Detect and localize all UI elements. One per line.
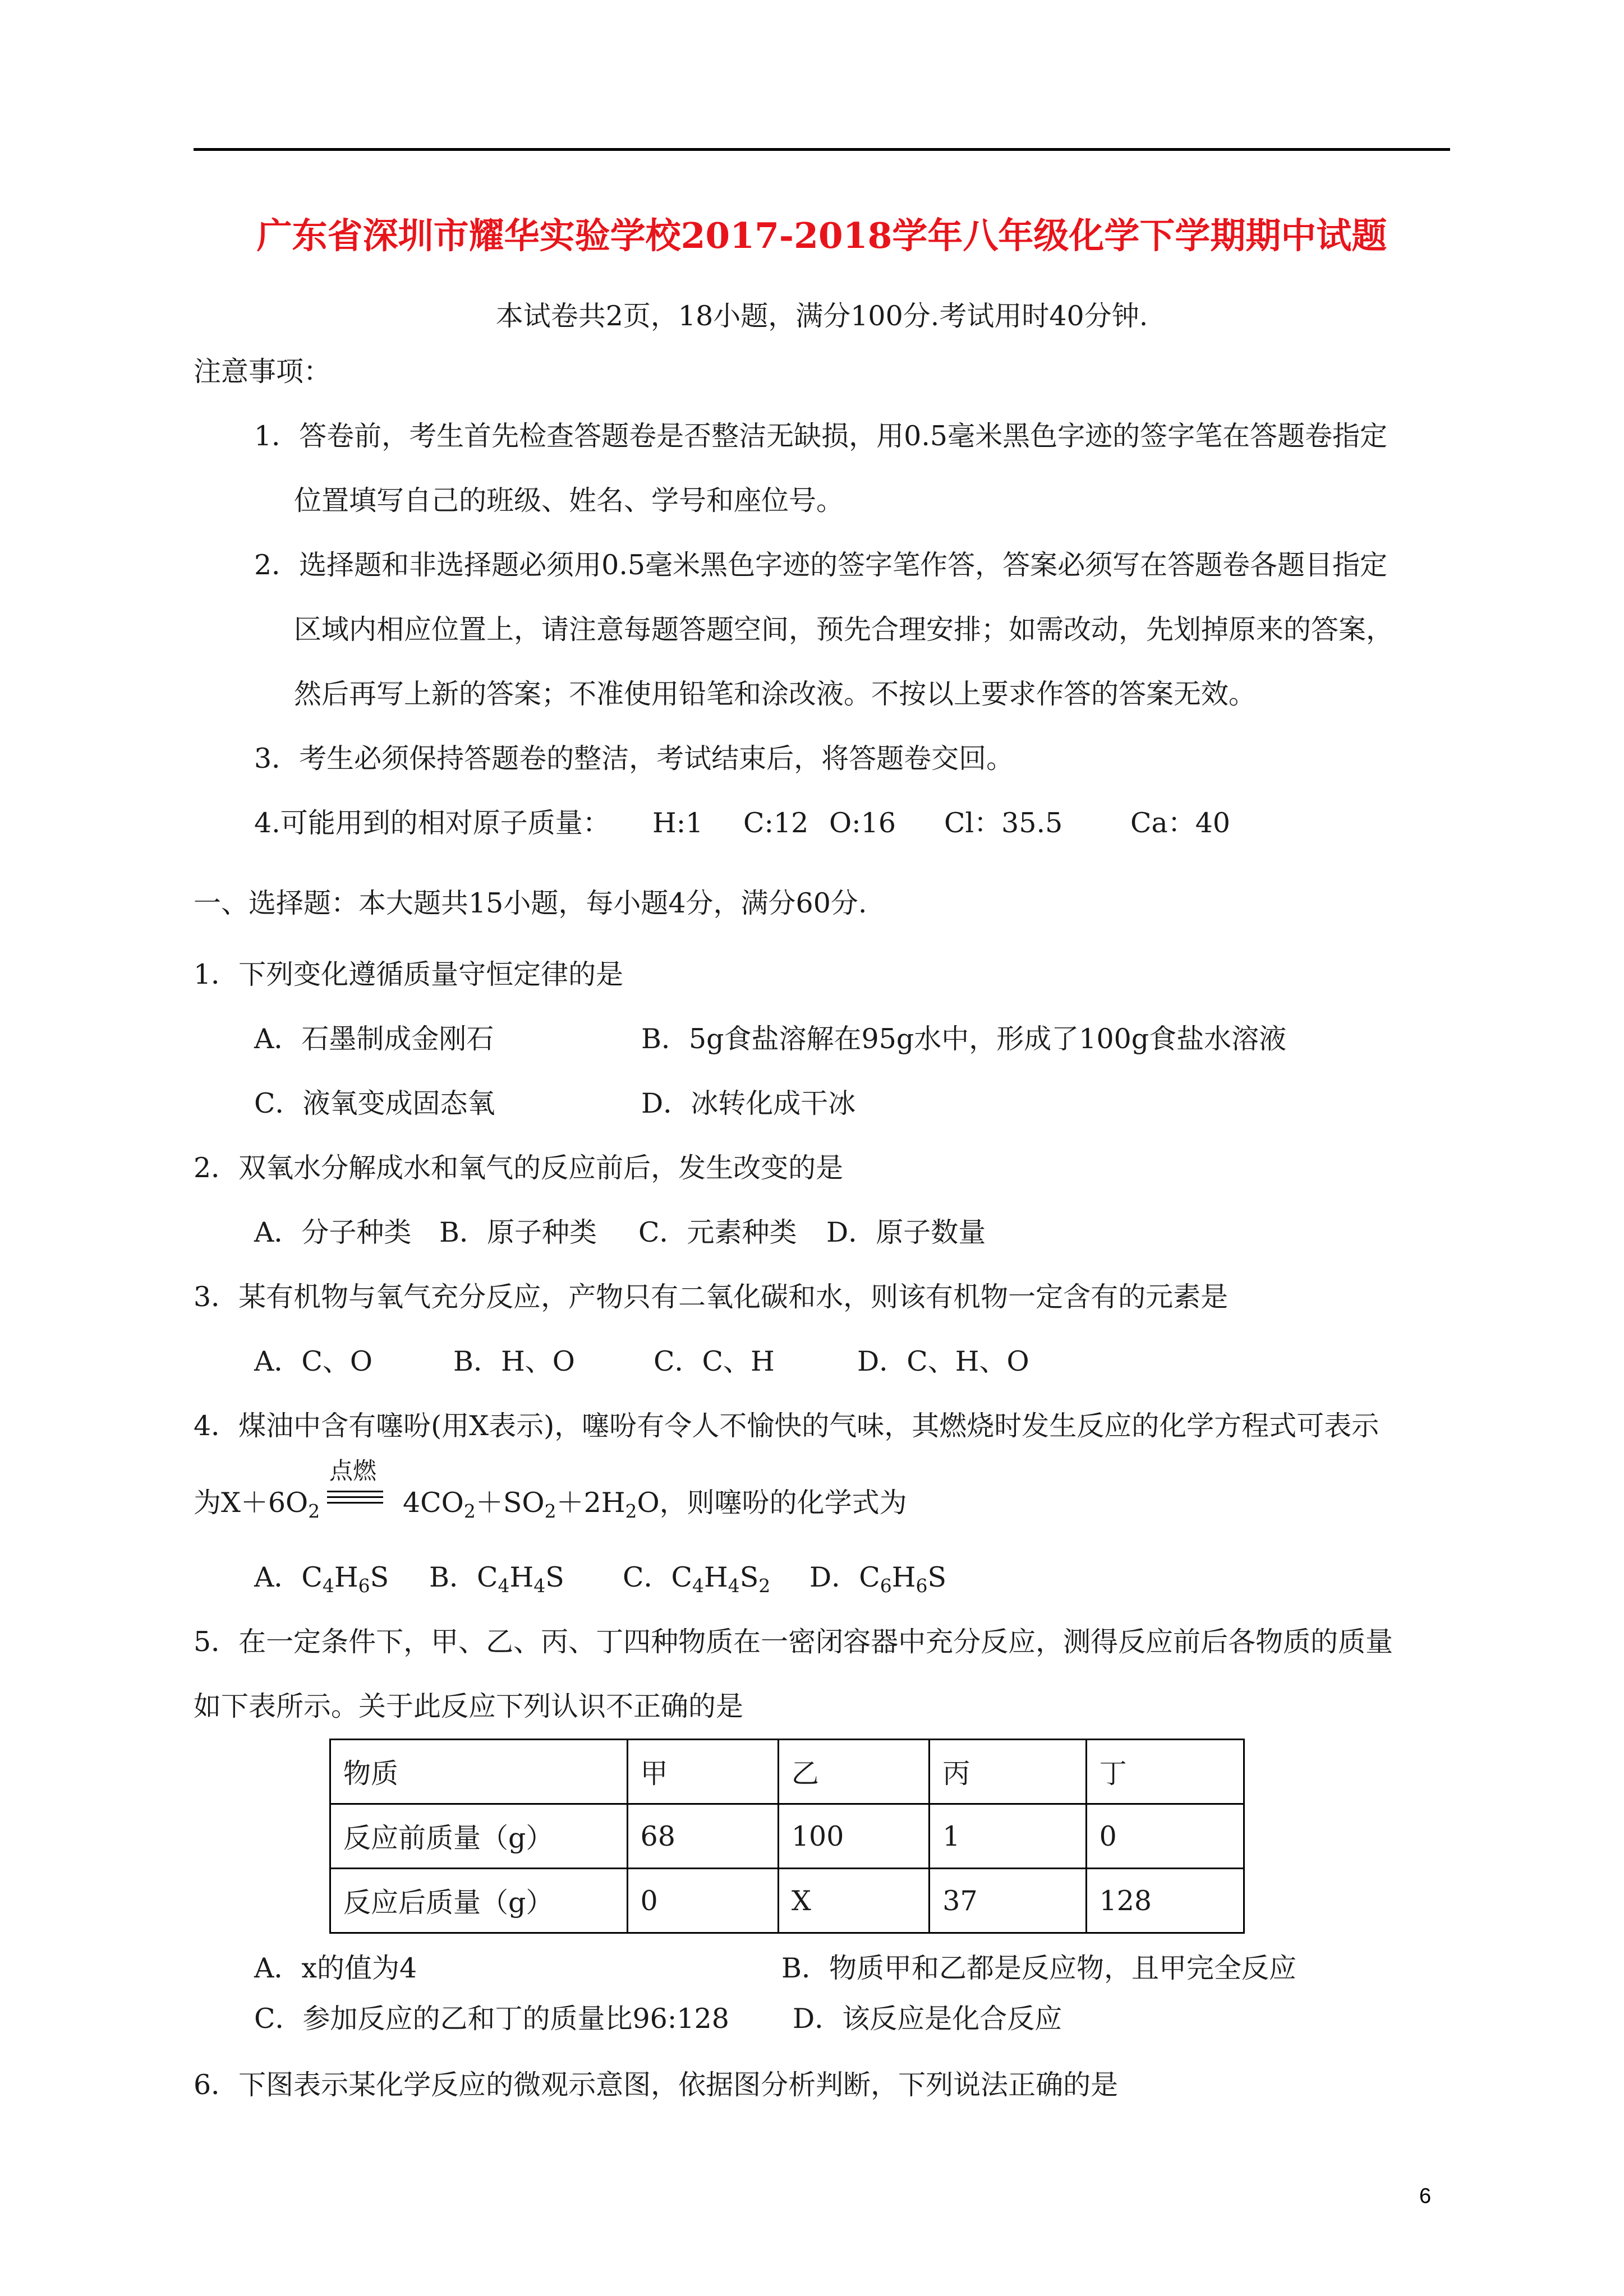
equation-bar [327, 1496, 383, 1498]
option-a: A．C、O [254, 1345, 373, 1377]
atomic-mass-h: H:1 [652, 807, 703, 839]
option-c: C．元素种类 [638, 1216, 797, 1248]
reaction-condition: 点燃 [329, 1457, 377, 1484]
note-item: 区域内相应位置上，请注意每题答题空间，预先合理安排；如需改动，先划掉原来的答案， [294, 614, 1394, 646]
atomic-mass-label: 4.可能用到的相对原子质量： [254, 807, 610, 839]
option-b: B．H、O [453, 1345, 575, 1377]
question-3: 3．某有机物与氧气充分反应，产物只有二氧化碳和水，则该有机物一定含有的元素是 [194, 1281, 1229, 1313]
page-title: 广东省深圳市耀华实验学校2017-2018学年八年级化学下学期期中试题 [256, 215, 1387, 256]
option-a: A．x的值为4 [254, 1952, 417, 1984]
question-6: 6．下图表示某化学反应的微观示意图，依据图分析判断，下列说法正确的是 [194, 2069, 1119, 2101]
note-item: 位置填写自己的班级、姓名、学号和座位号。 [294, 485, 844, 517]
option-a: A．$C_4H_6S$ [254, 1561, 389, 1597]
table-row [330, 1740, 1244, 1804]
option-c: C．液氧变成固态氧 [254, 1087, 495, 1119]
table-cell: 丁 [1086, 1740, 1244, 1804]
option-a: A．分子种类 [254, 1216, 412, 1248]
equation-bar [327, 1502, 383, 1504]
table-cell: 物质 [330, 1740, 628, 1804]
atomic-mass-cl: Cl：35.5 [944, 807, 1063, 839]
table-cell: 0 [627, 1869, 778, 1933]
option-d: D．冰转化成干冰 [641, 1087, 856, 1119]
mass-table [329, 1739, 1245, 1934]
question-2: 2．双氧水分解成水和氧气的反应前后，发生改变的是 [194, 1152, 844, 1184]
option-b: B．物质甲和乙都是反应物，且甲完全反应 [781, 1952, 1297, 1984]
option-b: B．原子种类 [439, 1216, 597, 1248]
table-row [330, 1804, 1244, 1869]
option-c: C．$C_4H_4S_2$ [623, 1561, 771, 1597]
option-d: D．$C_6H_6S$ [809, 1561, 947, 1597]
option-b: B．$C_4H_4S$ [429, 1561, 564, 1597]
table-cell: 1 [930, 1804, 1086, 1869]
table-cell: 反应后质量（g） [330, 1869, 628, 1933]
option-a: A．石墨制成金刚石 [254, 1023, 494, 1055]
atomic-mass-ca: Ca：40 [1130, 807, 1231, 839]
top-rule [194, 148, 1450, 151]
note-item: 3．考生必须保持答题卷的整洁，考试结束后，将答题卷交回。 [254, 743, 1014, 774]
section-heading: 一、选择题：本大题共15小题，每小题4分，满分60分. [194, 887, 867, 919]
table-cell: 丙 [930, 1740, 1086, 1804]
atomic-mass-c: C:12 [743, 807, 809, 839]
table-row [330, 1869, 1244, 1933]
note-item: 然后再写上新的答案；不准使用铅笔和涂改液。不按以上要求作答的答案无效。 [294, 678, 1257, 710]
option-c: C．参加反应的乙和丁的质量比96:128 [254, 2003, 729, 2035]
page-number: 6 [1419, 2184, 1432, 2208]
table-cell: X [778, 1869, 929, 1933]
equation-left: 为$X+6O_2$ [194, 1487, 320, 1522]
table-cell: 68 [627, 1804, 778, 1869]
option-d: D．C、H、O [857, 1345, 1029, 1377]
option-b: B．5g食盐溶解在95g水中，形成了100g食盐水溶液 [641, 1023, 1287, 1055]
atomic-mass-o: O:16 [829, 807, 896, 839]
option-d: D．该反应是化合反应 [793, 2003, 1062, 2035]
table-cell: 0 [1086, 1804, 1244, 1869]
question-5: 5．在一定条件下，甲、乙、丙、丁四种物质在一密闭容器中充分反应，测得反应前后各物质的质量 [194, 1626, 1393, 1658]
table-cell: 反应前质量（g） [330, 1804, 628, 1869]
equation-right: $4CO_2+SO_2+2H_2O$，则噻吩的化学式为 [403, 1487, 907, 1522]
exam-info: 本试卷共2页，18小题，满分100分.考试用时40分钟. [495, 300, 1148, 332]
question-1: 1．下列变化遵循质量守恒定律的是 [194, 958, 624, 990]
option-d: D．原子数量 [826, 1216, 986, 1248]
notes-heading: 注意事项： [194, 356, 332, 388]
table-cell: 37 [930, 1869, 1086, 1933]
question-4: 4．煤油中含有噻吩(用X表示)，噻吩有令人不愉快的气味，其燃烧时发生反应的化学方程式可表示 [194, 1410, 1379, 1442]
table-cell: 乙 [778, 1740, 929, 1804]
table-cell: 甲 [627, 1740, 778, 1804]
question-5-cont: 如下表所示。关于此反应下列认识不正确的是 [194, 1690, 744, 1722]
option-c: C．C、H [654, 1345, 775, 1377]
note-item: 1．答卷前，考生首先检查答题卷是否整洁无缺损，用0.5毫米黑色字迹的签字笔在答题卷指定 [254, 420, 1388, 452]
equation-bar [327, 1491, 383, 1492]
note-item: 2．选择题和非选择题必须用0.5毫米黑色字迹的签字笔作答，答案必须写在答题卷各题目指定 [254, 549, 1388, 581]
table-cell: 100 [778, 1804, 929, 1869]
table-cell: 128 [1086, 1869, 1244, 1933]
